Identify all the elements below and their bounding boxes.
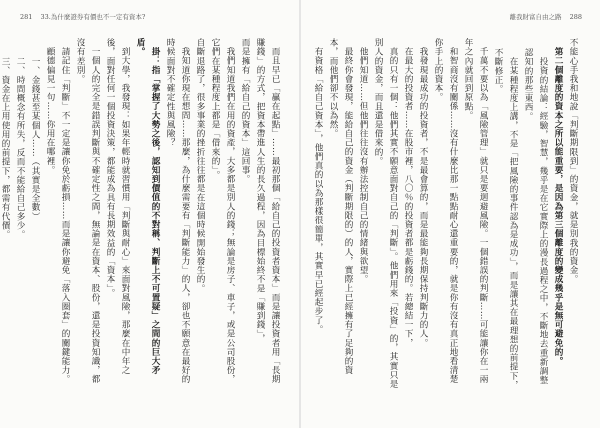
- left-list-item: 二、時間概念有所失，反而不能給自己多少。: [15, 56, 25, 239]
- right-paragraph-emphasis: 第二個離度的資本之所以能重要，是因為第三個離度的變成幾乎是無可避免的。: [553, 46, 563, 366]
- right-body-text: [313, 38, 580, 390]
- right-paragraph: 最終你會發現，能給自己的資金（判斷期限的）的人，實際上已經擁有了足夠的資本，而他們卻不以為然。: [328, 38, 353, 375]
- right-paragraph: 他們知道……但他們往往沒有辦法控制自己的情緒與欲望。: [358, 46, 368, 284]
- right-paragraph: 投資的結論：經驗，智慧，幾乎是在它實際上的漫長過程之中，不斷地去重新調整認知的那些東西。: [523, 48, 548, 385]
- left-paragraph: 而且早已「贏在起點」……最初那個「給自己的投資者資本」而是讓投資者用「長期賺錢」的方式，把資本帶進人生的長久過程，因為目標始終不是「賺到錢」，: [255, 38, 280, 384]
- left-paragraph-emphasis: 掛：指「掌握了大勢之後，認知到價值的不對稱、判斷上不可置疑」之間的巨大矛盾。: [135, 38, 160, 375]
- right-paragraph: 在某種程度上講，不是「把風險的事件認為是成功」，而是讓其在最理想的前提下，不斷修正。: [493, 48, 518, 390]
- right-paragraph: 我發現最成功的投資者，不是最會算的，而是最能夠長期保持判斷力的人。: [418, 46, 428, 347]
- left-paragraph: 我們知道我們在用的資產，大多都是別人的錢；無論是房子、車子，或是公司股份，它們在某種程度上都是「借來的」。: [210, 38, 235, 384]
- left-paragraph: 到大學，我發現：如果年輕時就習慣用「判斷與耐心」來面對風險，那麼在中年之後，面對任何一個投資決策，都能成為具有長期效益的「資本」。: [105, 38, 130, 375]
- left-body-text: [0, 38, 282, 390]
- right-paragraph: 真的只有一個：他們其實不願意面對自己的「判斷」。他們用來「投資」的，其實只是別人的資金，而且還是借來的。: [373, 38, 398, 389]
- left-paragraph: 顧德偏見一句……你用在哪裡。: [45, 46, 55, 174]
- left-paragraph: 請記住「判斷」不一定是讓你免於虧損……而是讓你避免「落入圈套」的關鍵能力。: [60, 46, 70, 384]
- right-paragraph: 有資格「給自己資本」，他們真的以為那樣很簡單，其實早已經起步了。: [313, 46, 323, 334]
- right-paragraph: 和智商沒有關係……沒有什麼比那一點點耐心還重要的，就是你有沒有真正地看清楚你手上的資本。: [433, 38, 458, 384]
- left-running-head: [20, 12, 145, 21]
- left-paragraph: 一個人的完全是錯誤判斷與不確定性之間，無論是在資本、股份，還是投資知識，都沒有差別。: [75, 38, 100, 384]
- left-list-item: 三、資金在上用使用的前提下，都需有代價。: [0, 56, 10, 239]
- right-paragraph: 千萬不要以為「風險管理」就只是要迴避風險。一個錯誤的判斷……可能讓你在一兩年之內就回到原點。: [463, 38, 488, 384]
- right-running-title: 離我財富自由之路: [509, 13, 562, 21]
- right-page: [300, 0, 600, 428]
- right-page-number: 288: [569, 13, 582, 21]
- left-list-item: 一、金錢甚至某個人……（其實是全數）: [30, 56, 40, 221]
- right-paragraph: 不能心手我和地說「判斷期限到」的資金，就是別我的資金。: [568, 38, 578, 284]
- right-paragraph: 在最大的投資者……在股市裡，八〇％的投資者都是虧錢的。若總結一下，: [403, 46, 413, 347]
- left-running-title: 33.為什麼證券有價也不一定有資本?: [40, 13, 146, 21]
- left-paragraph: 而是擁有「給自己的資本」這回事。: [240, 38, 250, 184]
- right-running-head: [510, 12, 583, 21]
- left-paragraph: 我知道你現在想問……那麼，為什麼需要有「判斷能力」的人，卻也不願意在最好的時候面對不確定性與風險？: [165, 38, 190, 384]
- left-paragraph: 自斷退路了，很多事業的挫折往往都是在這個時候開始發生的。: [195, 38, 205, 293]
- left-page-number: 281: [20, 13, 33, 21]
